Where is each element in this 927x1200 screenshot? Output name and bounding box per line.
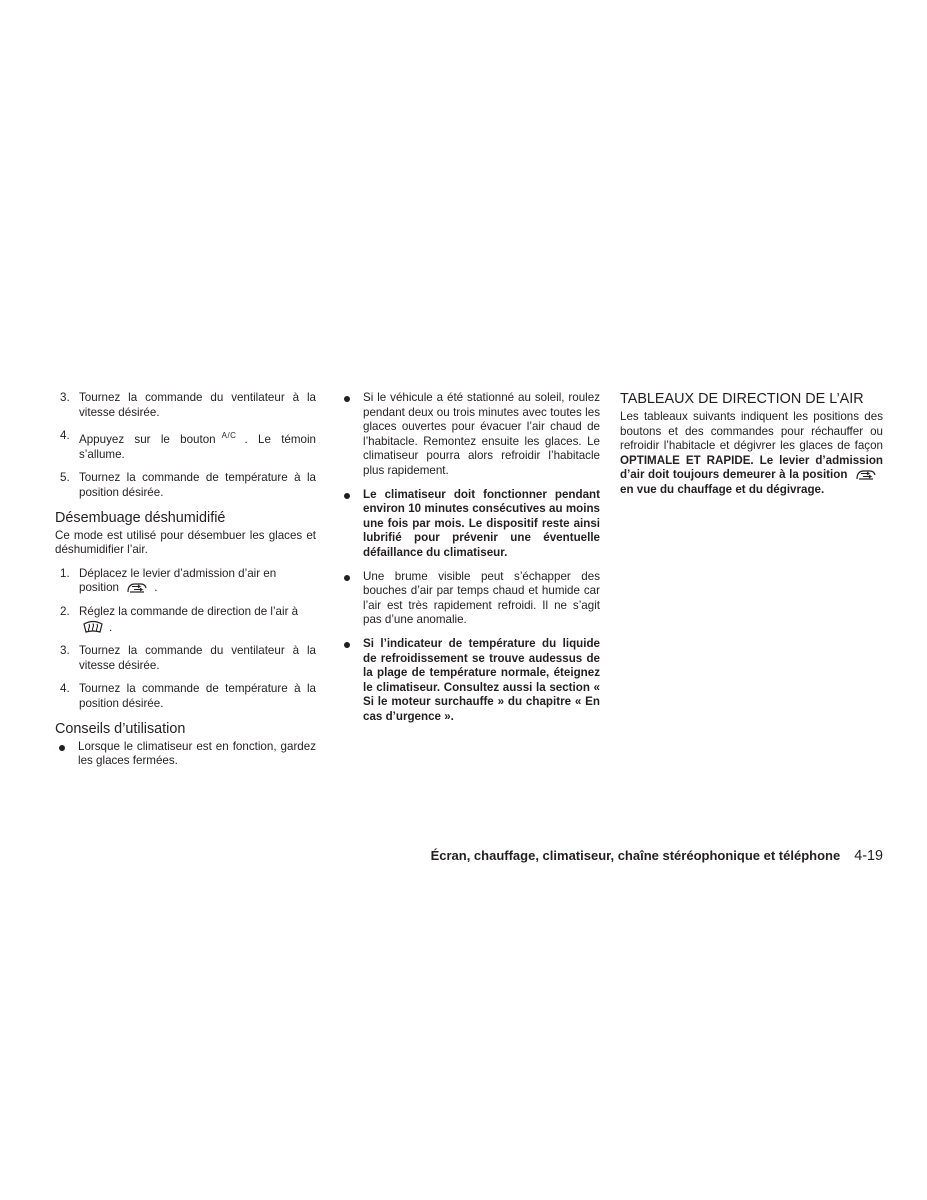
step-text: Réglez la commande de direction de l’air à — [79, 604, 299, 618]
bullet-item-warning — [340, 488, 600, 561]
step-text: . — [109, 620, 113, 634]
section-paragraph — [620, 410, 883, 498]
bullet-item-warning — [340, 637, 600, 725]
step-text: Appuyez sur le bouton — [79, 433, 216, 447]
bullet-item — [55, 740, 316, 769]
page-footer — [431, 848, 883, 864]
step-number: 1. — [60, 566, 70, 580]
step-number: 2. — [60, 604, 70, 618]
bullet-item — [340, 391, 600, 479]
right-column — [620, 391, 883, 507]
bullet-icon — [344, 575, 350, 581]
bullet-text: Lorsque le climatiseur est en fonction, gardez les glaces fermées. — [78, 739, 316, 768]
paragraph-bold-text: en vue du chauffage et du dégivrage. — [620, 482, 825, 496]
step-item — [55, 682, 316, 711]
paragraph-text: Les tableaux suivants indiquent les positions des boutons et des commandes pour réchauffer ou refroidir l’habitacle et dégivrer les glaces de façon — [620, 410, 883, 453]
step-item — [55, 644, 316, 673]
outside-air-intake-icon — [126, 581, 148, 594]
step-number: 5. — [60, 471, 70, 485]
bullet-text: Le climatiseur doit fonctionner pendant environ 10 minutes consécutives au moins une fois par mois. Le dispositif reste ainsi lubrifié pour prévenir une éventuelle défaillance du climatiseur. — [363, 487, 600, 559]
step-number: 3. — [60, 391, 70, 404]
bullet-icon — [344, 493, 350, 499]
step-text: Tournez la commande du ventilateur à la vitesse désirée. — [79, 644, 316, 672]
defrost-icon — [83, 620, 103, 634]
ac-button-icon: A/C — [221, 431, 237, 441]
step-text: Tournez la commande de température à la position désirée. — [79, 682, 316, 710]
step-number: 4. — [60, 682, 70, 696]
bullet-text: Une brume visible peut s’échapper des bouches d’air par temps chaud et humide car l’air est très rapidement refroidi. Il ne s’agit pas d’une anomalie. — [363, 569, 600, 627]
chapter-title: Écran, chauffage, climatiseur, chaîne stéréophonique et téléphone — [430, 848, 841, 863]
step-text: Déplacez le levier d’admission d’air en position — [79, 566, 277, 595]
bullet-item — [340, 570, 600, 628]
bullet-text: Si l’indicateur de température du liquide de refroidissement se trouve audessus de la plage de température normale, éteignez le climatiseur. Consultez aussi la section « Si le moteur surchauffe » du chapitre « En cas d’urgence ». — [363, 636, 600, 723]
left-column — [55, 391, 316, 778]
bullet-icon — [59, 745, 65, 751]
paragraph-bold-text: OPTIMALE ET RAPIDE. Le levier d’admission d’air doit toujours demeurer à la position — [620, 453, 883, 482]
step-text: Tournez la commande de température à la position désirée. — [79, 471, 316, 499]
section-heading-air-direction: TABLEAUX DE DIRECTION DE L’AIR — [620, 391, 864, 407]
middle-column — [340, 391, 600, 733]
step-item — [55, 567, 316, 596]
outside-air-intake-icon — [855, 468, 877, 481]
step-item — [55, 429, 316, 462]
step-number: 3. — [60, 644, 70, 658]
bullet-icon — [344, 396, 350, 402]
step-text: . — [154, 581, 158, 595]
bullet-text: Si le véhicule a été stationné au soleil, roulez pendant deux ou trois minutes avec toutes les glaces ouvertes pour évacuer l’air chaud de l’habitacle. Remontez ensuite les glaces. Le climatiseur pourra alors refroidir l’habitacle plus rapidement. — [363, 391, 600, 477]
section-heading-dehumidify: Désembuage déshumidifié — [55, 509, 226, 526]
step-text: . Le témoin s’allume. — [79, 433, 316, 461]
step-item — [55, 391, 316, 420]
page-number: 4-19 — [854, 848, 883, 864]
step-item — [55, 605, 316, 635]
section-heading-tips: Conseils d’utilisation — [55, 720, 186, 737]
step-number: 4. — [60, 429, 70, 443]
bullet-icon — [344, 642, 350, 648]
section-intro: Ce mode est utilisé pour désembuer les glaces et déshumidifier l’air. — [55, 528, 316, 557]
step-text: Tournez la commande du ventilateur à la vitesse désirée. — [79, 391, 316, 419]
step-item — [55, 471, 316, 500]
